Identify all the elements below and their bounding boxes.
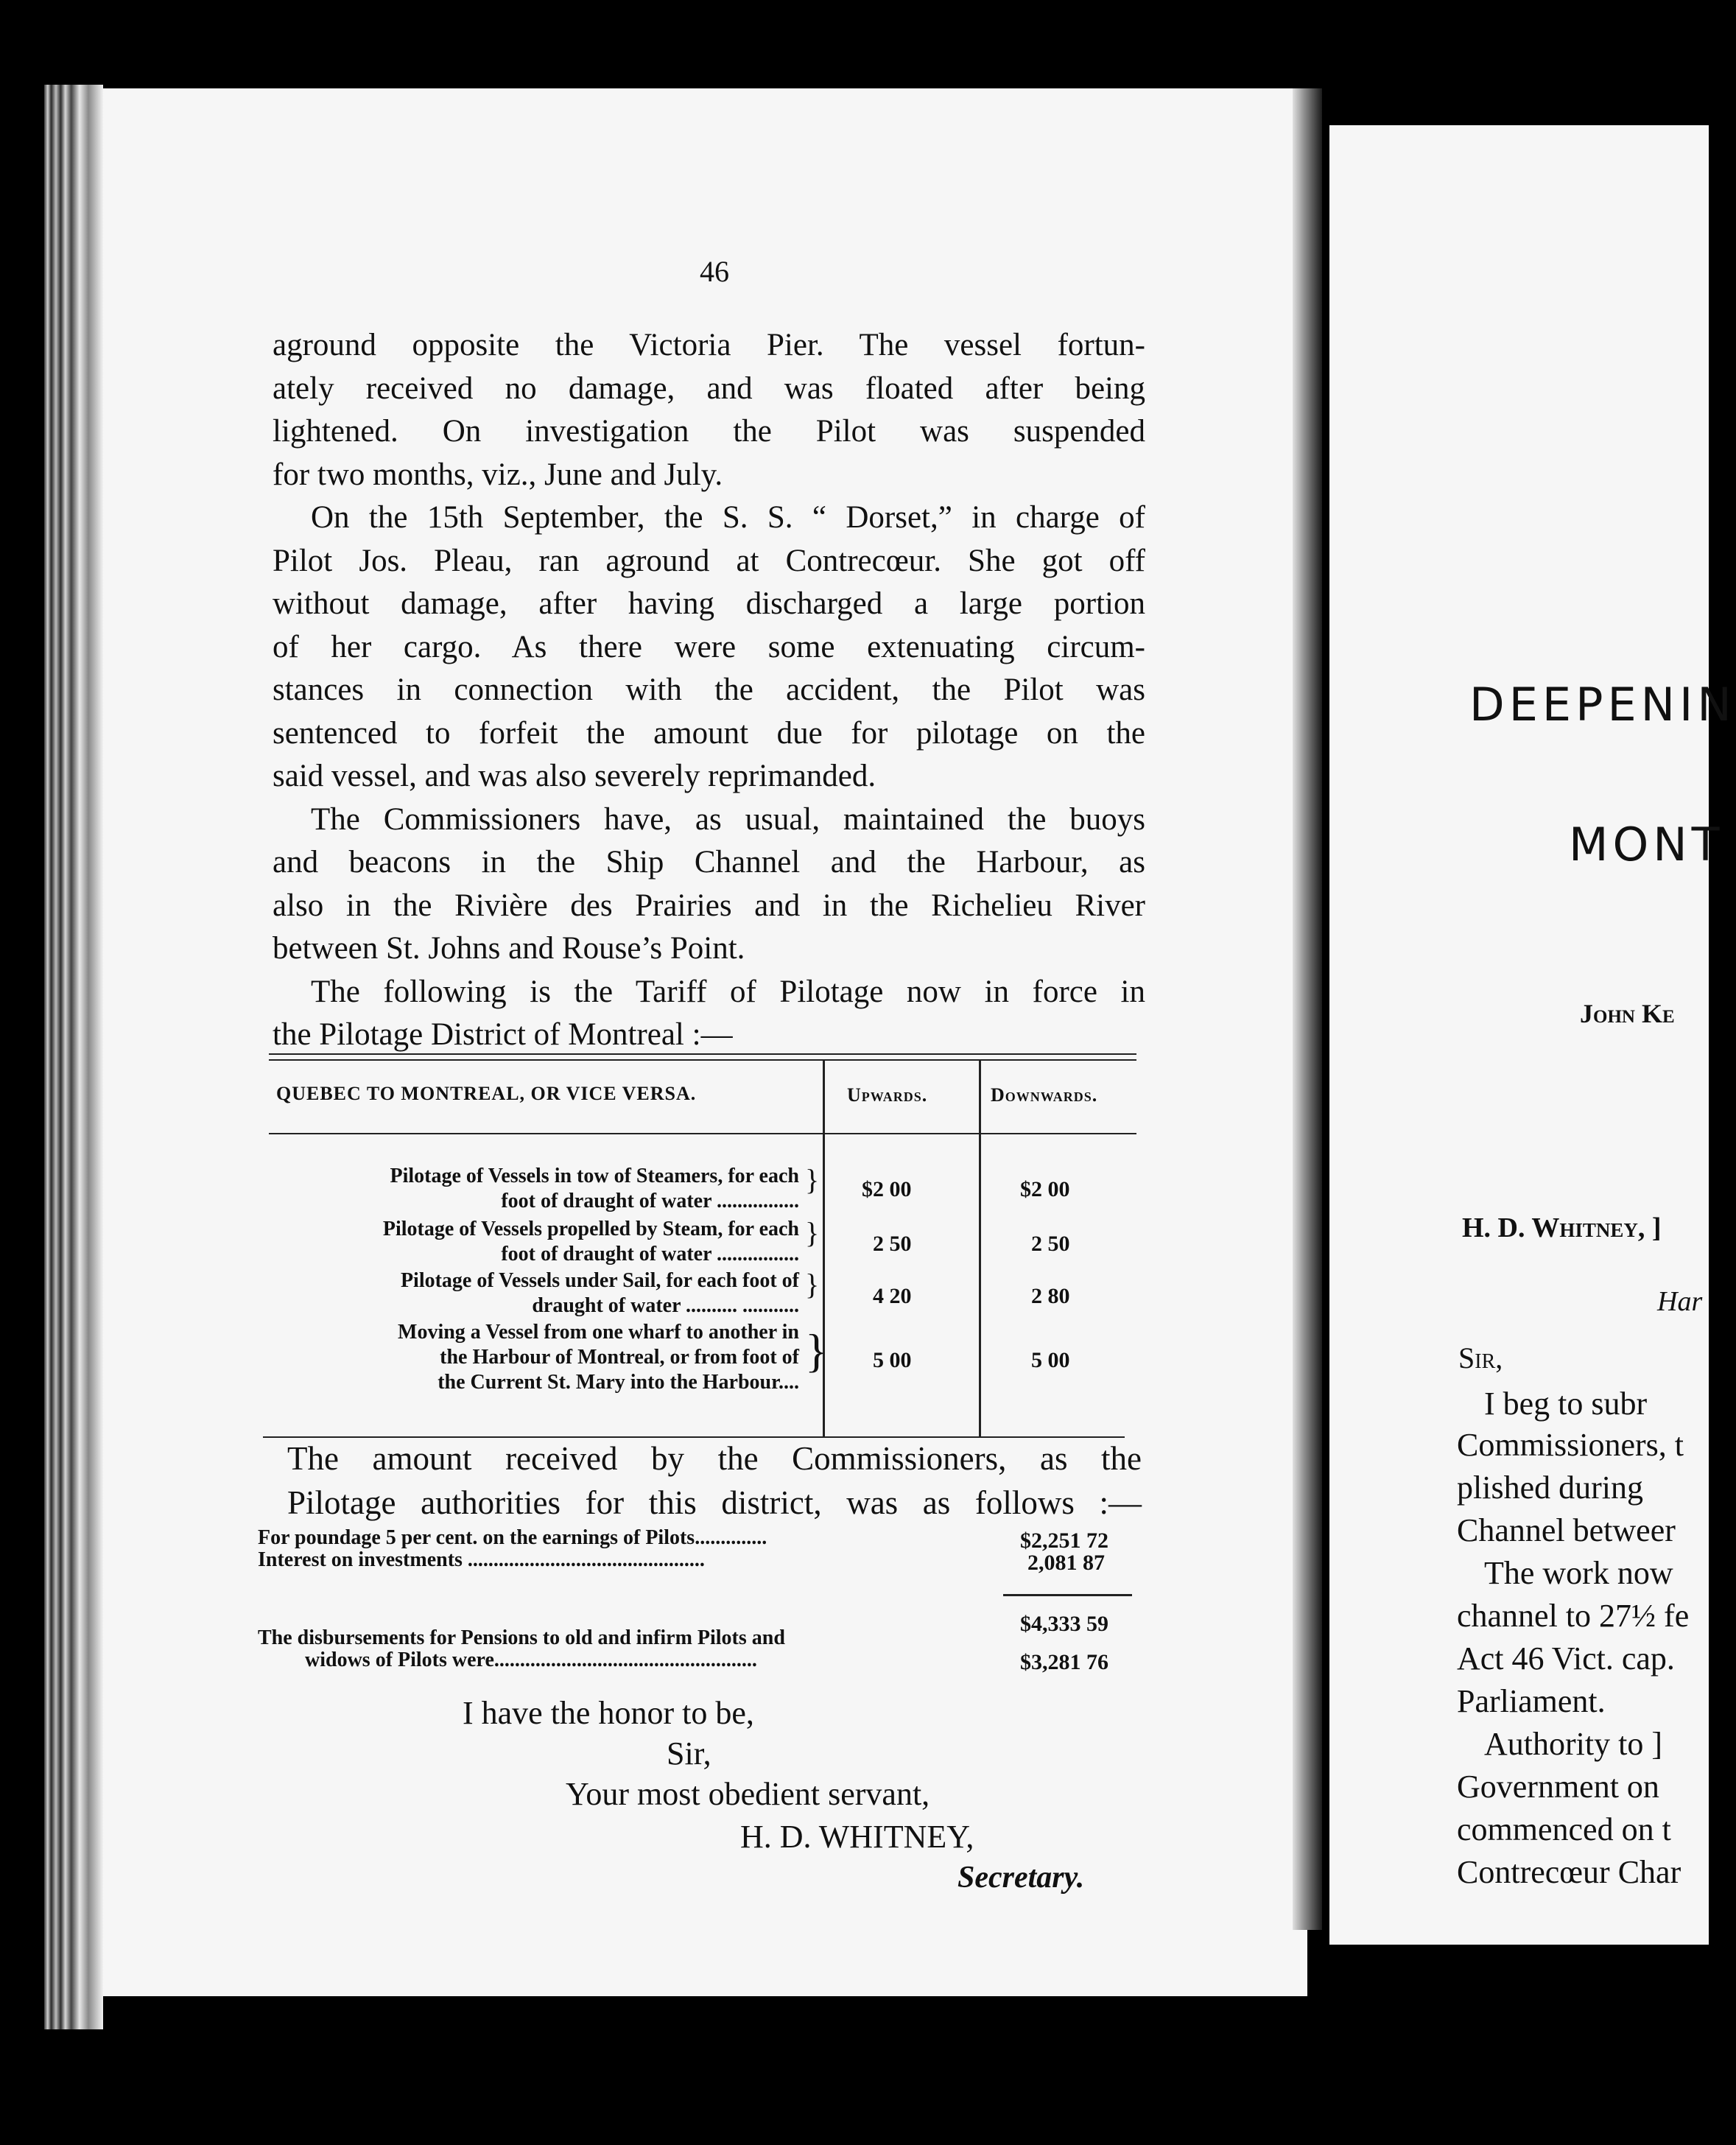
text-line: Pilotage authorities for this district, was as follows :— xyxy=(287,1484,1142,1521)
right-text-line: Act 46 Vict. cap. xyxy=(1457,1640,1675,1677)
page-number: 46 xyxy=(700,255,729,288)
upwards-value: $2 00 xyxy=(862,1177,912,1201)
right-heading: MONT xyxy=(1569,818,1724,871)
row-label: draught of water .......... ........... xyxy=(532,1294,799,1317)
text-line: aground opposite the Victoria Pier. The vessel fortun- xyxy=(273,328,1145,362)
table-top-rule xyxy=(269,1053,1136,1055)
right-text-line: The work now xyxy=(1484,1555,1673,1591)
brace-icon: } xyxy=(805,1268,820,1301)
account-value: $2,251 72 xyxy=(1020,1528,1108,1553)
text-line: The Commissioners have, as usual, maintained the buoys xyxy=(311,801,1145,837)
right-text-line: Government on xyxy=(1457,1769,1659,1805)
text-line: the Pilotage District of Montreal :— xyxy=(273,1017,733,1052)
row-label: Moving a Vessel from one wharf to another in xyxy=(398,1321,799,1344)
account-value: 2,081 87 xyxy=(1027,1551,1105,1575)
right-text-line: commenced on t xyxy=(1457,1811,1671,1847)
header-route: QUEBEC TO MONTREAL, OR VICE VERSA. xyxy=(276,1083,697,1104)
account-label: For poundage 5 per cent. on the earnings of Pilots.............. xyxy=(258,1526,767,1549)
downwards-value: 5 00 xyxy=(1031,1348,1070,1372)
right-heading: DEEPENIN xyxy=(1469,678,1736,731)
text-line: On the 15th September, the S. S. “ Dorset,” in charge of xyxy=(311,500,1145,535)
right-text-line: Channel betweer xyxy=(1457,1512,1676,1548)
tariff-table xyxy=(269,1053,1136,1436)
header-downwards: Downwards. xyxy=(991,1084,1098,1106)
right-salutation: Sir, xyxy=(1458,1341,1503,1375)
text-line: said vessel, and was also severely reprimanded. xyxy=(273,759,876,793)
text-line: The following is the Tariff of Pilotage now in force in xyxy=(311,974,1145,1009)
downwards-value: 2 50 xyxy=(1031,1232,1070,1256)
downwards-value: $2 00 xyxy=(1020,1177,1070,1201)
closing-line: I have the honor to be, xyxy=(463,1695,754,1731)
closing-line: Your most obedient servant, xyxy=(566,1776,930,1812)
upwards-value: 2 50 xyxy=(873,1232,912,1256)
closing-line: Sir, xyxy=(667,1735,711,1772)
right-author: John Ke xyxy=(1580,999,1675,1028)
table-row xyxy=(269,1320,799,1395)
downwards-value: 2 80 xyxy=(1031,1284,1070,1308)
row-label: Pilotage of Vessels under Sail, for each foot of xyxy=(400,1269,799,1292)
signature-title: Secretary. xyxy=(957,1861,1085,1895)
right-text-line: Commissioners, t xyxy=(1457,1427,1684,1463)
table-row xyxy=(269,1268,799,1319)
row-label: foot of draught of water ................ xyxy=(501,1190,799,1212)
right-text-line: plished during xyxy=(1457,1470,1643,1506)
disbursement-label: The disbursements for Pensions to old and infirm Pilots and xyxy=(258,1626,785,1649)
header-upwards: Upwards. xyxy=(847,1084,928,1106)
book-edge xyxy=(44,85,103,2029)
text-line: sentenced to forfeit the amount due for pilotage on the xyxy=(273,715,1145,751)
row-label: the Current St. Mary into the Harbour.... xyxy=(437,1371,799,1394)
text-line: of her cargo. As there were some extenuating circum- xyxy=(273,629,1145,664)
text-line: stances in connection with the accident, the Pilot was xyxy=(273,673,1145,707)
row-label: the Harbour of Montreal, or from foot of xyxy=(440,1346,799,1369)
text-line: lightened. On investigation the Pilot was suspended xyxy=(273,414,1145,449)
amount-paragraph xyxy=(287,1436,1142,1525)
disbursement-label: widows of Pilots were................................................... xyxy=(305,1649,757,1671)
right-text-line: I beg to subr xyxy=(1484,1386,1648,1422)
text-line: and beacons in the Ship Channel and the Harbour, as xyxy=(273,845,1145,880)
text-line: ately received no damage, and was floated after being xyxy=(273,371,1145,406)
text-line: without damage, after having discharged a large portion xyxy=(273,586,1145,621)
text-line: also in the Rivière des Prairies and in the Richelieu River xyxy=(273,888,1145,923)
table-row xyxy=(269,1217,799,1267)
body-text xyxy=(273,324,1145,1057)
text-line: between St. Johns and Rouse’s Point. xyxy=(273,931,745,966)
book-gutter xyxy=(1293,88,1322,1930)
header-rule xyxy=(269,1133,1136,1134)
table-top-rule xyxy=(269,1059,1136,1061)
upwards-value: 5 00 xyxy=(873,1348,912,1372)
right-text-line: Contrecœur Char xyxy=(1457,1854,1681,1890)
right-addressee-place: Har xyxy=(1657,1286,1703,1317)
upwards-value: 4 20 xyxy=(873,1284,912,1308)
right-text-line: channel to 27½ fe xyxy=(1457,1598,1690,1634)
disbursement-value: $3,281 76 xyxy=(1020,1650,1108,1674)
sum-rule xyxy=(1003,1594,1132,1596)
text-line: for two months, viz., June and July. xyxy=(273,457,723,492)
total-value: $4,333 59 xyxy=(1020,1612,1108,1636)
brace-icon: } xyxy=(805,1216,820,1249)
right-addressee: H. D. Whitney, ] xyxy=(1462,1212,1662,1243)
right-text-line: Authority to ] xyxy=(1484,1726,1662,1762)
text-line: Pilot Jos. Pleau, ran aground at Contrecœur. She got off xyxy=(273,543,1145,578)
row-label: foot of draught of water ................ xyxy=(501,1243,799,1265)
text-line: The amount received by the Commissioners, as the xyxy=(287,1440,1142,1477)
account-label: Interest on investments .............................................. xyxy=(258,1548,705,1571)
brace-icon: } xyxy=(805,1163,820,1196)
signature-name: H. D. WHITNEY, xyxy=(740,1819,974,1855)
row-label: Pilotage of Vessels in tow of Steamers, for each xyxy=(390,1165,799,1187)
row-label: Pilotage of Vessels propelled by Steam, for each xyxy=(382,1218,799,1240)
column-divider xyxy=(979,1061,981,1436)
column-divider xyxy=(823,1061,825,1436)
right-text-line: Parliament. xyxy=(1457,1683,1606,1719)
table-row xyxy=(269,1164,799,1214)
brace-icon: } xyxy=(805,1324,828,1377)
